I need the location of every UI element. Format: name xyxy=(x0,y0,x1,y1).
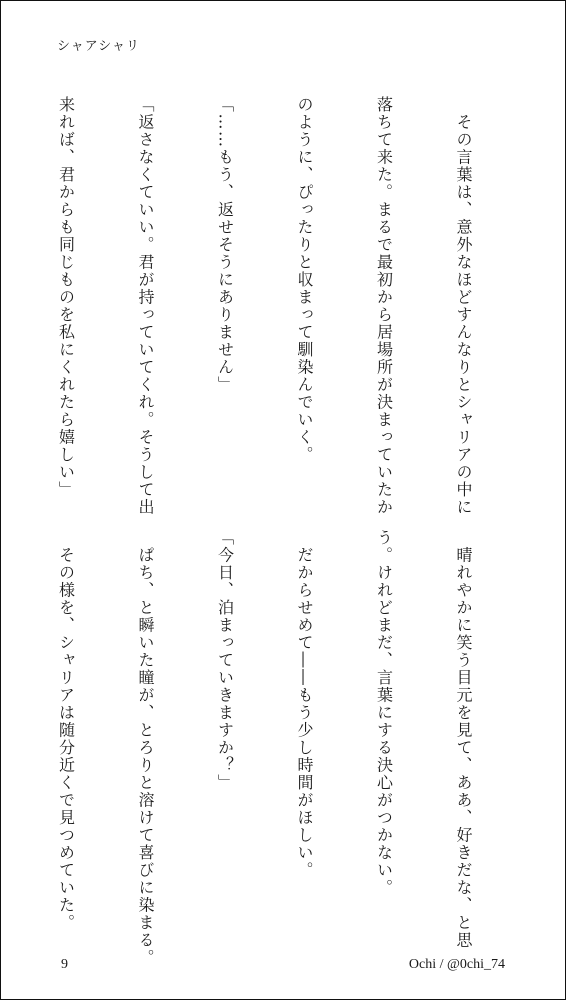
text-line: ぱち、と瞬いた瞳が、とろりと溶けて喜びに染まる。 xyxy=(136,529,155,967)
text-line: のように、ぴったりと収まって馴染んでいく。 xyxy=(295,96,314,464)
text-line: 晴れやかに笑う目元を見て、ああ、好きだな、と思 xyxy=(454,529,473,949)
text-line: う。けれどまだ、言葉にする決心がつかない。 xyxy=(374,529,394,897)
text-block-top xyxy=(0,96,529,516)
author-credit: Ochi / @0chi_74 xyxy=(408,957,505,972)
text-line: その様を、シャリアは随分近くで見つめていた。 xyxy=(56,529,76,932)
text-line: 「今日、泊まっていきますか？」 xyxy=(215,529,235,792)
text-line: その言葉は、意外なほどすんなりとシャリアの中に xyxy=(454,96,473,516)
text-line: 落ちて来た。まるで最初から居場所が決まっていたか xyxy=(374,96,394,516)
text-line: 「返さなくていい。君が持っていてくれ。そうして出 xyxy=(136,96,155,516)
text-line: 来れば、君からも同じものを私にくれたら嬉しい」 xyxy=(56,96,76,499)
running-header: シャアシャリ xyxy=(57,39,140,54)
text-line: だからせめて――もう少し時間がほしい。 xyxy=(295,529,314,879)
page-number: 9 xyxy=(61,957,68,972)
text-line: 「……もう、返せそうにありません」 xyxy=(215,96,235,394)
